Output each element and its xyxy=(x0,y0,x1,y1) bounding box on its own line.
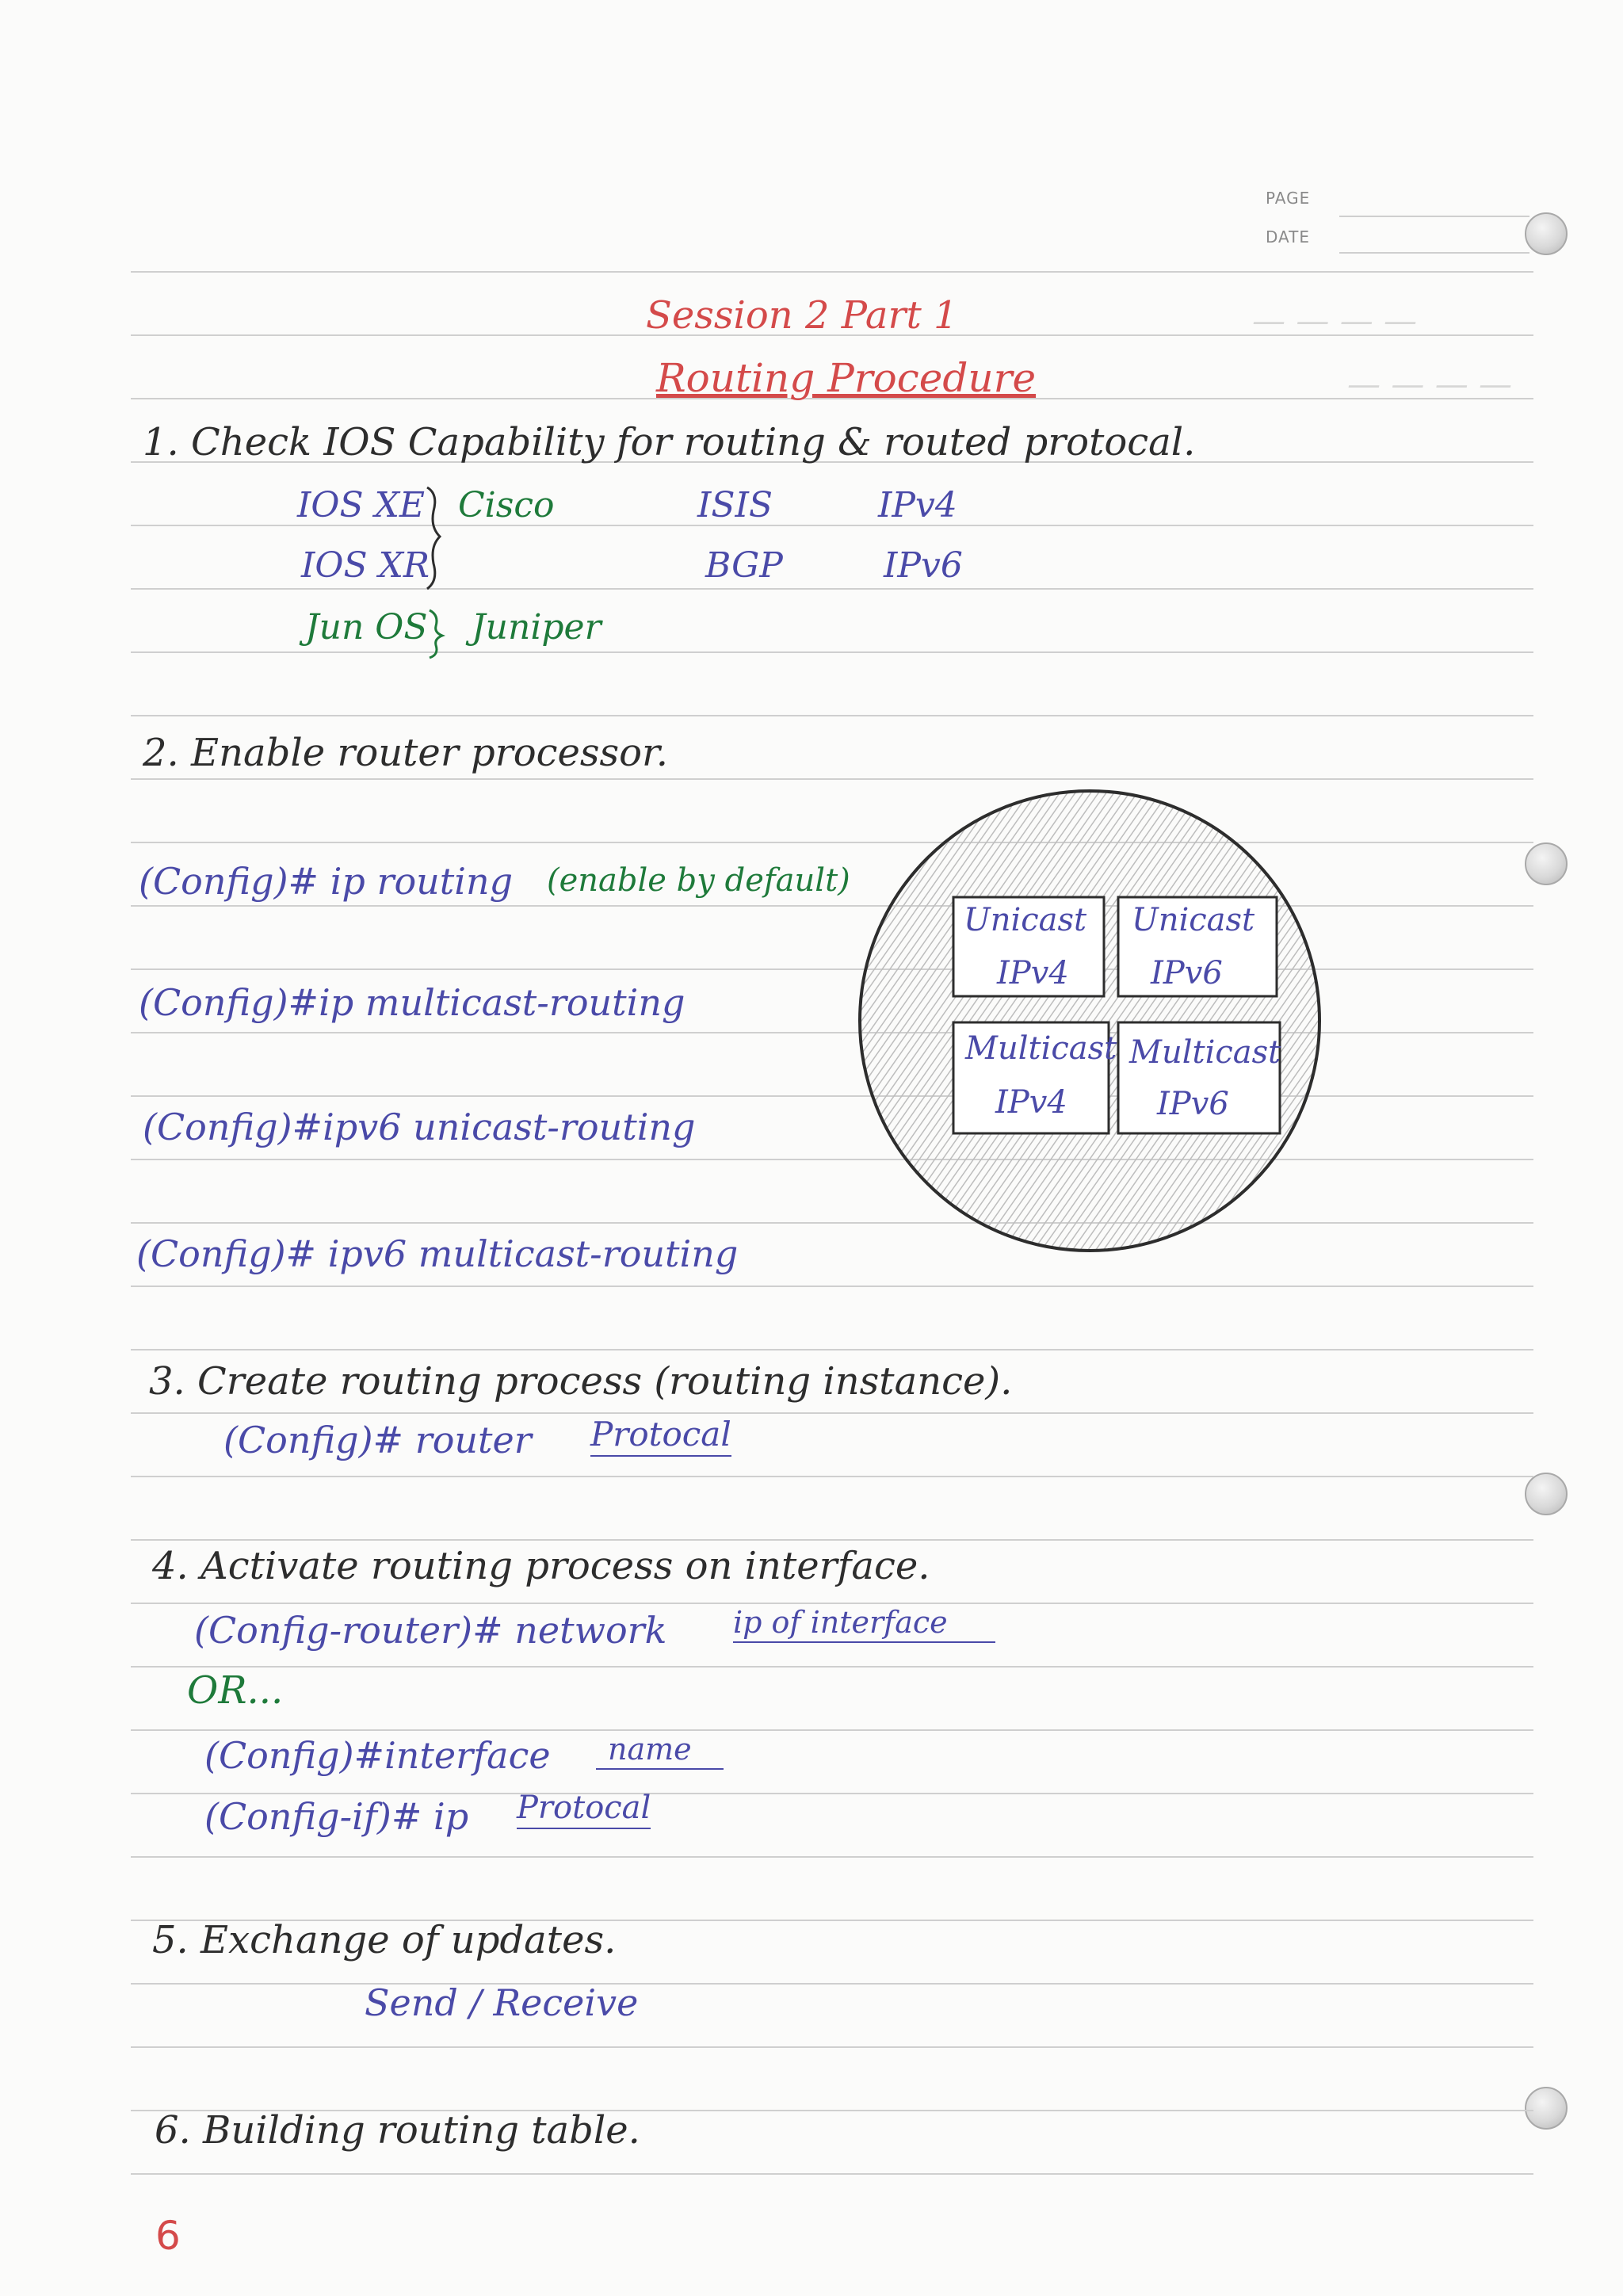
ruled-line xyxy=(131,778,1533,780)
ios-xr: IOS XR xyxy=(301,545,430,586)
title-line1: Session 2 Part 1 xyxy=(646,293,958,338)
step2-cmd4: (Config)# ipv6 multicast-routing xyxy=(136,1232,739,1275)
ruled-line xyxy=(131,1729,1533,1731)
step1-heading: 1. Check IOS Capability for routing & routed protocal. xyxy=(143,420,1196,464)
bleed-through: — — — — xyxy=(1252,301,1418,340)
ruled-line xyxy=(131,2173,1533,2175)
step4-cmd3: (Config-if)# ip xyxy=(204,1795,469,1838)
step6-heading: 6. Building routing table. xyxy=(155,2108,640,2153)
step4-or: OR... xyxy=(187,1668,284,1713)
juniper-label: Juniper xyxy=(472,607,601,648)
step2-cmd1: (Config)# ip routing xyxy=(139,860,514,903)
binder-hole xyxy=(1525,212,1568,255)
step3-heading: 3. Create routing process (routing instance). xyxy=(149,1359,1013,1404)
ruled-line xyxy=(131,1412,1533,1414)
bgp: BGP xyxy=(705,545,783,586)
ios-xe: IOS XE xyxy=(297,485,426,525)
ruled-line xyxy=(131,1603,1533,1604)
cisco-label: Cisco xyxy=(458,485,555,525)
step4-arg2: name xyxy=(596,1732,724,1770)
ruled-line xyxy=(131,588,1533,590)
step2-cmd3: (Config)#ipv6 unicast-routing xyxy=(143,1106,696,1148)
binder-hole xyxy=(1525,842,1568,885)
ruled-line xyxy=(131,271,1533,273)
junos: Jun OS xyxy=(305,607,428,648)
juniper-brace xyxy=(428,610,447,658)
cell2-line2: IPv6 xyxy=(1151,955,1223,991)
step3-arg: Protocal xyxy=(590,1415,731,1457)
ruled-line xyxy=(131,2046,1533,2048)
date-label: DATE xyxy=(1266,227,1311,246)
step5-sub: Send / Receive xyxy=(365,1981,639,2024)
routing-types-diagram xyxy=(856,785,1331,1260)
step4-cmd1: (Config-router)# network xyxy=(194,1609,667,1652)
ruled-line xyxy=(131,715,1533,716)
cell1-line2: IPv4 xyxy=(997,955,1069,991)
ruled-line xyxy=(131,1286,1533,1287)
title-line2: Routing Procedure xyxy=(656,355,1037,401)
diagram-circle xyxy=(860,791,1319,1251)
step2-cmd1-note: (enable by default) xyxy=(547,862,850,899)
step4-arg3: Protocal xyxy=(517,1790,651,1829)
step4-arg1: ip of interface xyxy=(733,1605,995,1643)
ipv4: IPv4 xyxy=(878,485,957,525)
ruled-line xyxy=(131,1856,1533,1858)
date-field-line xyxy=(1339,252,1529,254)
step5-heading: 5. Exchange of updates. xyxy=(152,1918,617,1962)
isis: ISIS xyxy=(697,485,773,525)
ruled-line xyxy=(131,1983,1533,1985)
cell4-line2: IPv6 xyxy=(1157,1086,1229,1122)
ruled-line xyxy=(131,1793,1533,1794)
step2-cmd2: (Config)#ip multicast-routing xyxy=(139,981,685,1024)
step4-cmd2: (Config)#interface xyxy=(204,1734,551,1777)
cell2-line1: Unicast xyxy=(1132,902,1255,938)
page-label: PAGE xyxy=(1266,189,1311,208)
step4-heading: 4. Activate routing process on interface. xyxy=(152,1544,930,1588)
page-number: 6 xyxy=(155,2213,181,2259)
ruled-line xyxy=(131,1476,1533,1477)
ruled-line xyxy=(131,1666,1533,1668)
page-field-line xyxy=(1339,216,1529,217)
cell4-line1: Multicast xyxy=(1129,1034,1281,1071)
bleed-through: — — — — xyxy=(1347,365,1513,403)
cell3-line1: Multicast xyxy=(965,1030,1117,1067)
step3-cmd: (Config)# router xyxy=(223,1419,532,1461)
cell1-line1: Unicast xyxy=(964,902,1087,938)
binder-hole xyxy=(1525,2087,1568,2130)
cisco-brace xyxy=(424,487,448,590)
ruled-line xyxy=(131,1349,1533,1350)
cell3-line2: IPv4 xyxy=(995,1084,1067,1121)
ruled-line xyxy=(131,651,1533,653)
binder-hole xyxy=(1525,1473,1568,1515)
ipv6: IPv6 xyxy=(884,545,963,586)
step2-heading: 2. Enable router processor. xyxy=(143,731,668,775)
ruled-line xyxy=(131,1539,1533,1541)
